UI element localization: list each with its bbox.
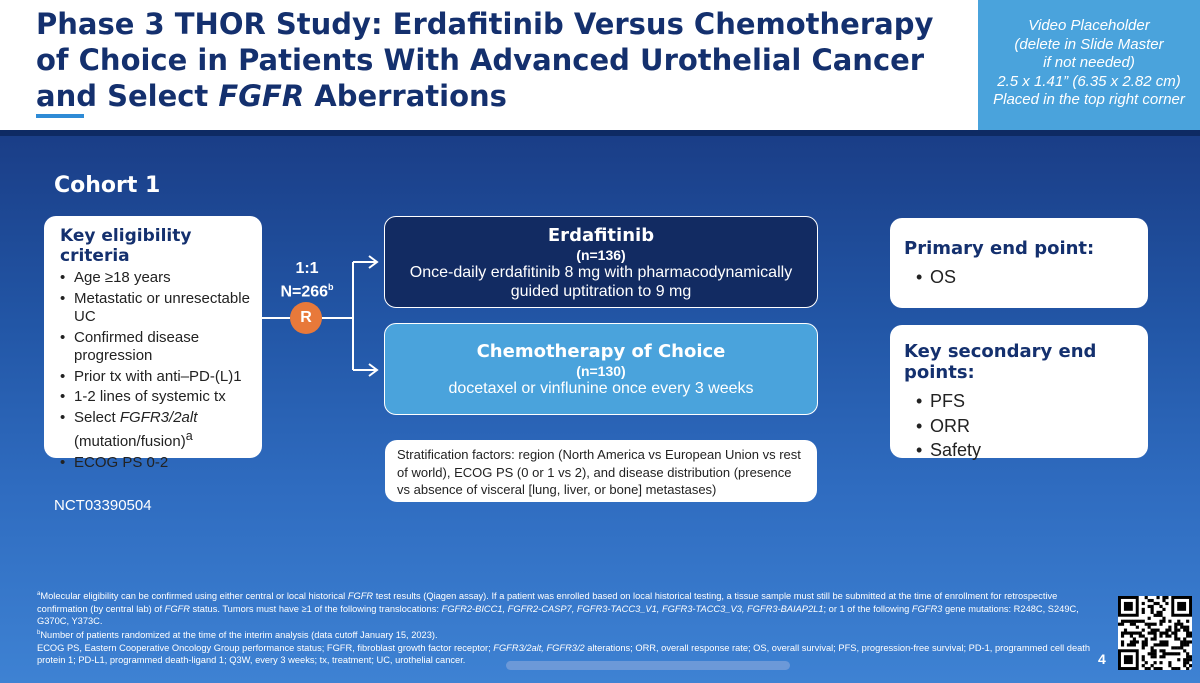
video-placeholder-line: 2.5 x 1.41” (6.35 x 2.82 cm) [997,72,1181,90]
eligibility-item: • 1-2 lines of systemic tx [60,388,254,407]
footnote-b: $^b$Number of patients randomized at the time of the interim analysis (data cutoff January 15, 2023). [37,630,438,641]
stratification-box: Stratification factors: region (North America vs European Union vs rest of world), ECOG PS (0 or 1 vs 2), and disease distribution (presence vs absence of visceral [lung, liver, or bone] metastases) [385,440,817,502]
eligibility-item: • Confirmed disease progression [60,329,254,366]
secondary-endpoints-list [904,389,1134,463]
video-placeholder-line: Video Placeholder [1028,17,1150,34]
eligibility-item: • Age ≥18 years [60,269,254,288]
slide-title: Phase 3 THOR Study: Erdafitinib Versus Chemotherapy of Choice in Patients With Advanced Urothelial Cancer and Select FGFR Aberrations [36,7,934,113]
randomization-marker: R [290,302,322,334]
arm-name: Erdafitinib [547,225,655,246]
qr-code-icon [1118,596,1192,670]
arm-n: (n=136) [576,247,626,263]
eligibility-item: • ECOG PS 0-2 [60,454,254,473]
secondary-endpoints-card [890,325,1148,458]
horizontal-scrollbar[interactable] [506,661,790,670]
video-placeholder-line: (delete in Slide Master [1014,35,1164,53]
primary-endpoint-heading: Primary end point: [904,238,1095,259]
cohort-label: Cohort 1 [54,173,161,198]
eligibility-item: • Metastatic or unresectable UC [60,290,254,327]
endpoint-item: • OS [904,265,1134,290]
footnote-a: $^a$Molecular eligibility can be confirmed using either central or local historical FGFR test results (Qiagen assay). If a patient was enrolled based on local historical testing, a tissue sample must still be submitted at the time of enrollment for retrospective confirmation (by central lab) of FGFR status. Tumors must have ≥1 of the following translocations: FGFR2-BICC1, FGFR2-CASP7, FGFR3-TACC3_V1, FGFR3-TACC3_V3, FGFR3-BAIAP2L1; or 1 of the following FGFR3 gene mutations: R248C, S249C, G370C, Y373C. [37,591,1079,626]
arm-erdafitinib [384,216,818,308]
n-total-label: $N=266^b$ [280,282,334,301]
eligibility-item: • Select FGFR3/2alt (mutation/fusion)$^a$ [60,409,254,452]
arm-chemotherapy [384,323,818,415]
title-italic: FGFR [218,79,305,113]
trial-identifier: NCT03390504 [54,497,152,514]
eligibility-item: • Prior tx with anti–PD-(L)1 [60,368,254,387]
endpoint-item: • PFS [904,389,1134,414]
abbreviations: ECOG PS, Eastern Cooperative Oncology Group performance status; FGFR, fibroblast growth factor receptor; FGFR3/2alt, FGFR3/2 alterations; ORR, overall response rate; OS, overall survival; PFS, progression-free survival; PD-1, programmed cell death protein 1; PD-L1, programmed death-ligand 1; Q3W, every 3 weeks; tx, treatment; UC, urothelial cancer. [37,642,1091,666]
endpoint-item: • Safety [904,438,1134,463]
eligibility-heading: Key eligibility criteria [60,226,192,266]
primary-endpoint-list [904,265,1134,290]
primary-endpoint-card [890,218,1148,308]
arm-description: docetaxel or vinflunine once every 3 weeks [448,380,754,397]
arm-n: (n=130) [576,363,626,379]
video-placeholder-line: Placed in the top right corner [993,91,1185,108]
ratio-label: 1:1 [295,260,319,277]
arm-name: Chemotherapy of Choice [476,341,726,362]
footnotes [37,588,1097,667]
page-number: 4 [1098,651,1106,667]
arm-description: Once-daily erdafitinib 8 mg with pharmacodynamically guided uptitration to 9 mg [409,264,793,300]
secondary-endpoints-heading: Key secondary end points: [904,341,1097,383]
endpoint-item: • ORR [904,414,1134,439]
qr-code[interactable] [1118,596,1192,670]
video-placeholder-line: if not needed) [1043,54,1135,71]
